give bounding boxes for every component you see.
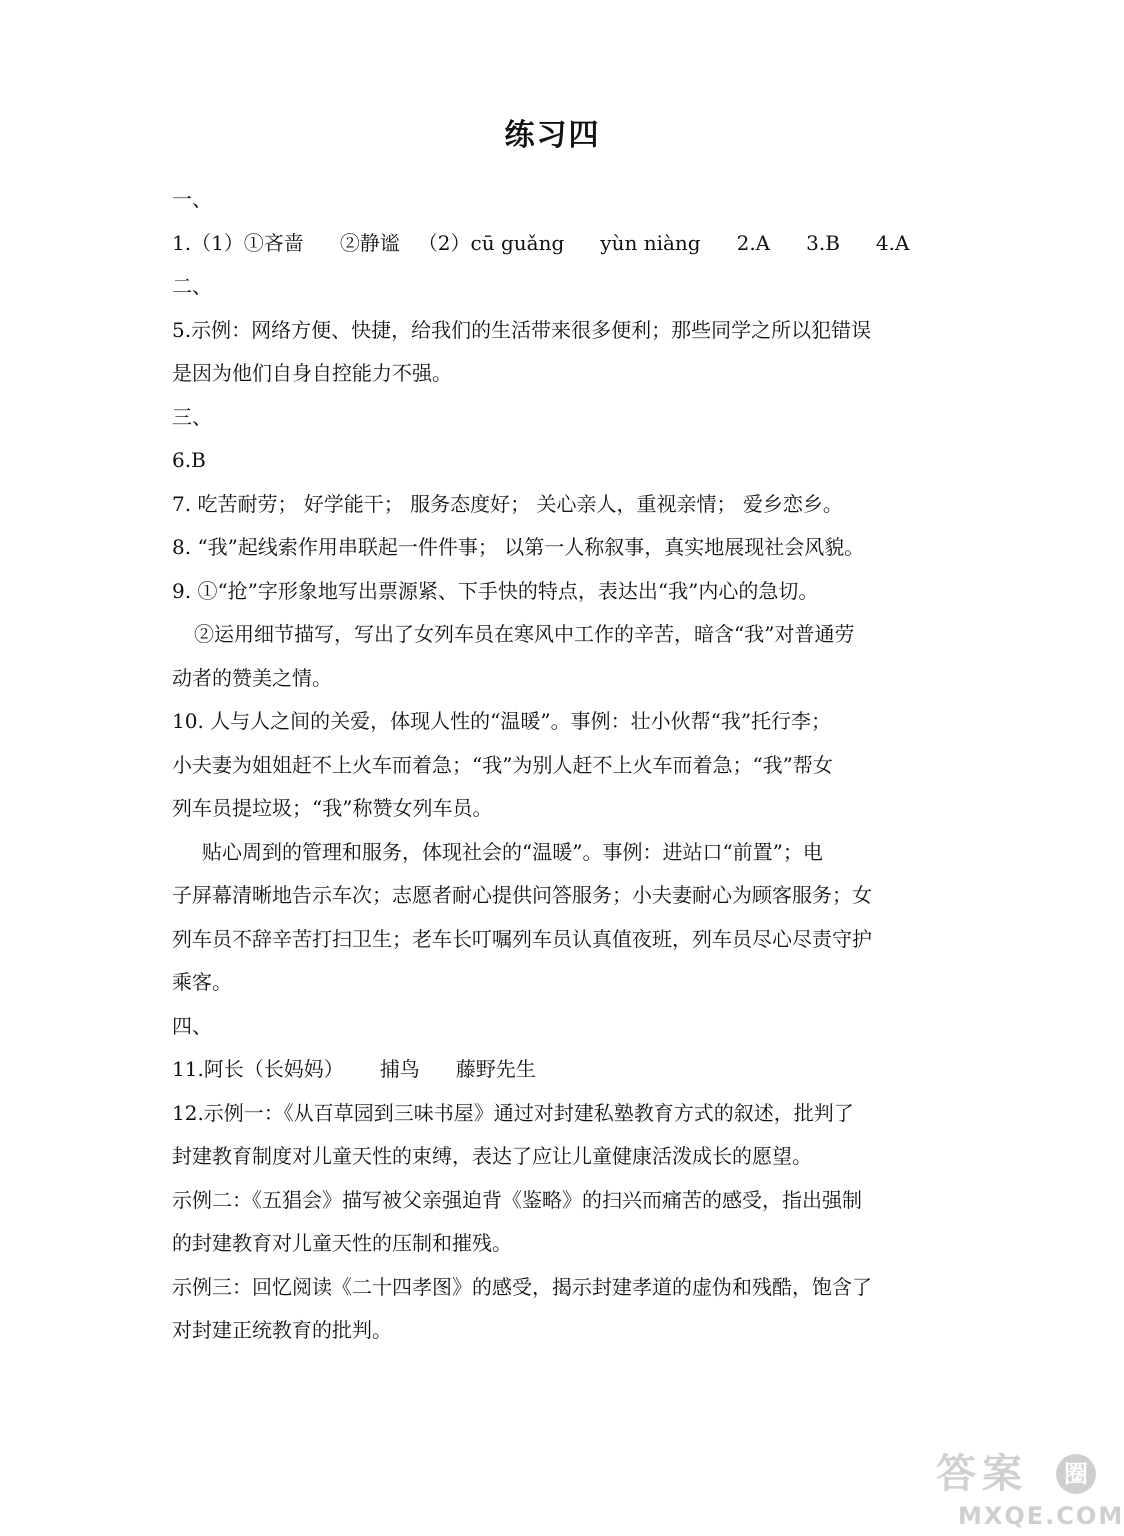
answer-q12-line-4: 的封建教育对儿童天性的压制和摧残。 <box>172 1231 512 1255</box>
section-4-heading: 四、 <box>172 1013 212 1038</box>
answer-q3: 3.B <box>806 230 840 255</box>
watermark-domain: MXQE.COM <box>958 1502 1124 1530</box>
answer-q12-line-5: 示例三：回忆阅读《二十四孝图》的感受，揭示封建孝道的虚伪和残酷，饱含了 <box>172 1274 872 1299</box>
site-watermark <box>930 1450 1124 1534</box>
answer-q5-line-2: 是因为他们自身自控能力不强。 <box>172 361 452 385</box>
answer-q12-line-6: 对封建正统教育的批判。 <box>172 1318 392 1342</box>
watermark-seal-icon: 圈 <box>1056 1454 1096 1494</box>
answer-q6: 6.B <box>172 448 206 472</box>
answer-q7: 7. 吃苦耐劳； 好学能干； 服务态度好； 关心亲人，重视亲情； 爱乡恋乡。 <box>172 491 843 516</box>
answer-q12-line-2: 封建教育制度对儿童天性的束缚，表达了应让儿童健康活泼成长的愿望。 <box>172 1144 812 1168</box>
answer-q1-line <box>172 222 962 266</box>
answer-q10-line-1: 10. 人与人之间的关爱，体现人性的“温暖”。事例：壮小伙帮“我”托行李； <box>172 709 832 733</box>
answer-q11-b: 捕鸟 <box>379 1057 420 1081</box>
answer-q10-line-2: 小夫妻为姐姐赶不上火车而着急；“我”为别人赶不上火车而着急；“我”帮女 <box>172 752 833 777</box>
answer-q1-b: ②静谧 <box>339 230 400 255</box>
section-2-heading: 二、 <box>172 274 212 298</box>
section-3-heading: 三、 <box>172 404 212 429</box>
answer-q11-line <box>172 1048 962 1092</box>
answer-q1-c: （2）cū guǎng <box>417 230 565 255</box>
answer-q12-line-1: 12.示例一：《从百草园到三味书屋》通过对封建私塾教育方式的叙述，批判了 <box>172 1100 854 1125</box>
answer-q12-line-3: 示例二：《五猖会》描写被父亲强迫背《鉴略》的扫兴而痛苦的感受，指出强制 <box>172 1187 862 1212</box>
answer-q10-line-4: 贴心周到的管理和服务，体现社会的“温暖”。事例：进站口“前置”；电 <box>202 839 823 864</box>
answer-q10-line-3: 列车员提垃圾；“我”称赞女列车员。 <box>172 796 493 820</box>
section-1-heading: 一、 <box>172 187 212 211</box>
answer-q11-a: 11.阿长（长妈妈） <box>172 1057 344 1081</box>
answer-q10-line-7: 乘客。 <box>172 970 232 994</box>
answer-q5-line-1: 5.示例：网络方便、快捷，给我们的生活带来很多便利；那些同学之所以犯错误 <box>172 317 872 342</box>
answer-content <box>172 178 962 1353</box>
answer-q2: 2.A <box>736 230 771 255</box>
answer-q10-line-5: 子屏幕清晰地告示车次；志愿者耐心提供问答服务；小夫妻耐心为顾客服务；女 <box>172 883 872 907</box>
answer-q9-line-1: 9. ①“抢”字形象地写出票源紧、下手快的特点，表达出“我”内心的急切。 <box>172 578 819 603</box>
answer-q10-line-6: 列车员不辞辛苦打扫卫生；老车长叮嘱列车员认真值夜班，列车员尽心尽责守护 <box>172 926 872 951</box>
page-title: 练习四 <box>504 118 601 153</box>
watermark-text: 答案 <box>936 1451 1028 1497</box>
answer-q1-d: yùn niàng <box>600 230 701 255</box>
answer-q8: 8. “我”起线索作用串联起一件件事； 以第一人称叙事，真实地展现社会风貌。 <box>172 535 865 559</box>
answer-q4: 4.A <box>875 230 910 255</box>
answer-q9-line-3: 动者的赞美之情。 <box>172 665 332 690</box>
answer-q1-a: 1.（1）①吝啬 <box>172 230 304 255</box>
answer-q11-c: 藤野先生 <box>455 1057 536 1081</box>
answer-q9-line-2: ②运用细节描写，写出了女列车员在寒风中工作的辛苦，暗含“我”对普通劳 <box>194 622 855 646</box>
